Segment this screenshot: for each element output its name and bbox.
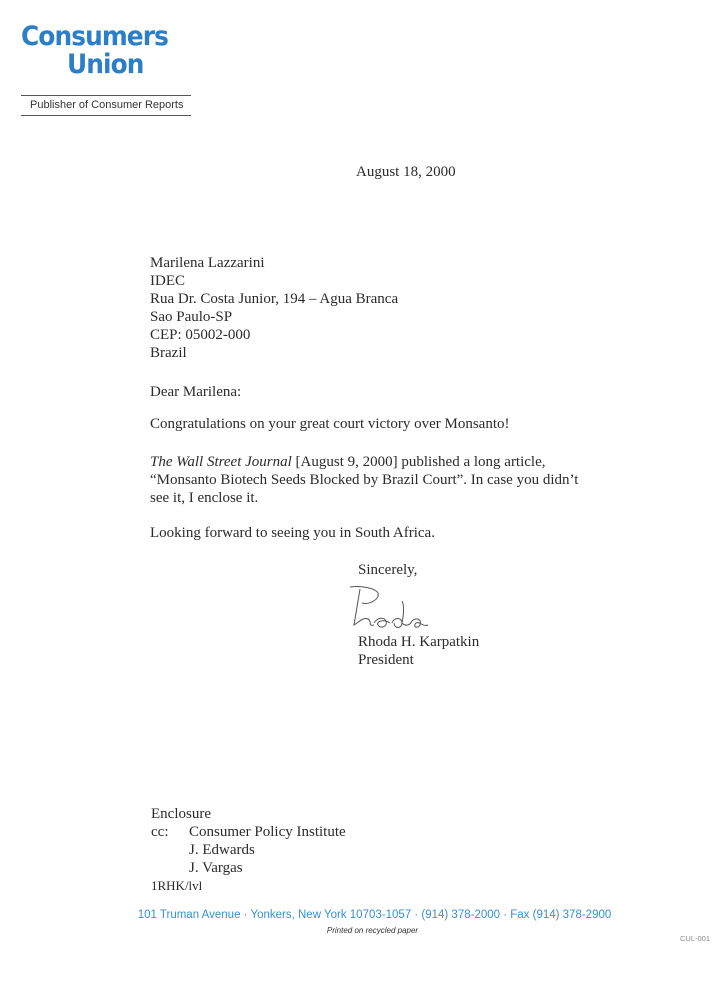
letterhead-rule-bottom [21, 115, 191, 116]
reference-initials: 1RHK/lvl [151, 878, 203, 893]
cc-recipient: Consumer Policy Institute [189, 824, 346, 840]
handwritten-signature [348, 583, 438, 637]
enclosure-notation: Enclosure [151, 806, 211, 822]
body-paragraph-3: Looking forward to seeing you in South Africa. [150, 525, 435, 541]
signature-image [348, 583, 438, 633]
cc-list [189, 823, 346, 877]
cc-label: cc: [151, 824, 169, 840]
body-paragraph-2 [150, 453, 578, 507]
cc-recipient: J. Edwards [189, 842, 255, 858]
letter-date: August 18, 2000 [356, 164, 456, 180]
closing: Sincerely, [358, 562, 418, 578]
salutation: Dear Marilena: [150, 384, 242, 400]
paragraph-line [150, 453, 578, 471]
logo-consumers: Consumers [21, 21, 168, 52]
address-line: Sao Paulo-SP [150, 309, 233, 325]
signer-name: Rhoda H. Karpatkin [358, 634, 480, 650]
paragraph-line: see it, I enclose it. [150, 490, 259, 506]
body-paragraph-1: Congratulations on your great court victory over Monsanto! [150, 416, 510, 432]
recycled-note-text: Printed on recycled paper [326, 926, 419, 935]
logo-union: Union [67, 49, 144, 80]
letterhead-tagline: Publisher of Consumer Reports [30, 99, 184, 111]
recycled-note [0, 926, 721, 935]
publication-title: The Wall Street Journal [150, 454, 292, 470]
cc-recipient: J. Vargas [189, 860, 243, 876]
footer-address [0, 909, 721, 921]
signer-title: President [358, 652, 414, 668]
address-line: Brazil [150, 345, 187, 361]
address-line: IDEC [150, 273, 185, 289]
address-line: CEP: 05002-000 [150, 327, 251, 343]
paragraph-line: “Monsanto Biotech Seeds Blocked by Brazil Court”. In case you didn’t [150, 472, 579, 488]
recipient-address [150, 254, 398, 362]
address-line: Marilena Lazzarini [150, 255, 265, 271]
document-code: CUL-001 [680, 934, 711, 943]
letterhead-rule-top [21, 95, 191, 96]
address-line: Rua Dr. Costa Junior, 194 – Agua Branca [150, 291, 399, 307]
footer-address-text: 101 Truman Avenue · Yonkers, New York 10703-1057 · (914) 378-2000 · Fax (914) 378-2900 [137, 909, 612, 921]
paragraph-text: [August 9, 2000] published a long article, [291, 454, 546, 470]
